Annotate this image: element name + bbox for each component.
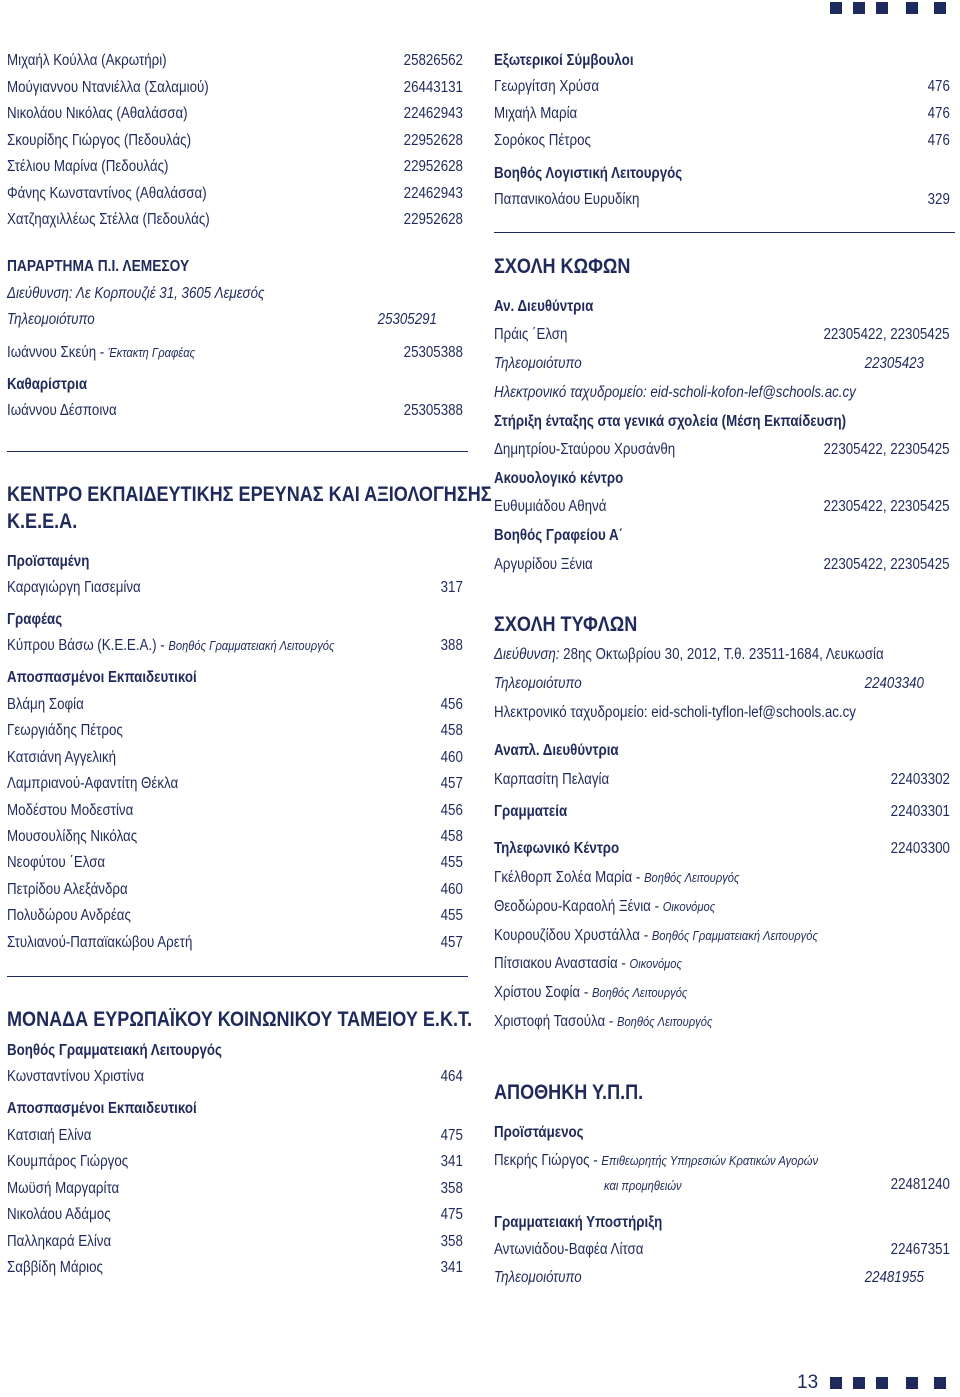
lemesos-person2: Ιωάννου Δέσποινα [7, 402, 117, 419]
deaf-office-header: Βοηθός Γραφείου Α΄ [494, 527, 624, 544]
header-square-5 [934, 2, 946, 14]
person-name: Πεκρής Γιώργος - [494, 1152, 602, 1169]
footer-square-1 [830, 1377, 842, 1389]
blind-email: Ηλεκτρονικό ταχυδρομείο: eid-scholi-tyflon-lef@schools.ac.cy [494, 704, 856, 721]
warehouse-head-header: Προϊστάμενος [494, 1124, 584, 1141]
footer-square-4 [906, 1377, 918, 1389]
lemesos-fax-value: 25305291 [377, 311, 437, 328]
warehouse-head-value: 22481240 [890, 1176, 950, 1193]
list-item-name: Λαμπριανού-Αφαντίτη Θέκλα [7, 775, 179, 793]
list-item-value: 476 [927, 132, 950, 149]
warehouse-head-name [494, 1152, 818, 1170]
warehouse-sec-name: Αντωνιάδου-Βαφέα Λίτσα [494, 1241, 644, 1258]
list-item-value: 456 [440, 801, 463, 819]
person-role: Έκτακτη Γραφέας [107, 345, 196, 360]
list-item-value: 22952628 [403, 131, 463, 149]
list-item-value: 476 [927, 78, 950, 95]
keea-seconded-header: Αποσπασμένοι Εκπαιδευτικοί [7, 669, 197, 686]
address-label: Διεύθυνση: [494, 646, 560, 663]
deaf-email: Ηλεκτρονικό ταχυδρομείο: eid-scholi-kofon-lef@schools.ac.cy [494, 384, 856, 401]
blind-director-name: Καρπασίτη Πελαγία [494, 771, 610, 788]
warehouse-fax-label: Τηλεομοιότυπο [494, 1269, 582, 1286]
keea-head-header: Προϊσταμένη [7, 553, 90, 570]
person-name: Ιωάννου Σκεύη - [7, 344, 108, 361]
list-item-value: 341 [440, 1259, 463, 1276]
accounting-header: Βοηθός Λογιστική Λειτουργός [494, 165, 683, 182]
section-title-keea-line2: Κ.Ε.Ε.Α. [7, 510, 78, 533]
list-item-name: Γεωργιάδης Πέτρος [7, 722, 123, 740]
list-item-value: 458 [440, 828, 463, 845]
person-role: Βοηθός Γραμματειακή Λειτουργός [168, 638, 335, 653]
list-item-value: 457 [440, 775, 463, 793]
ekt-assistant-value: 464 [440, 1068, 463, 1085]
list-item-name: Κουμπάρος Γιώργος [7, 1153, 129, 1171]
warehouse-head-role-line2: και προμηθειών [604, 1178, 682, 1193]
list-item-name: Φάνης Κωνσταντίνος (Αθαλάσσα) [7, 184, 207, 202]
list-item-name: Στυλιανού-Παπαϊακώβου Αρετή [7, 933, 193, 951]
staff-name: Γκέλθορπ Σολέα Μαρία - [494, 869, 645, 886]
staff-row [494, 898, 715, 916]
blind-phone-header: Τηλεφωνικό Κέντρο [494, 840, 620, 857]
ekt-assistant-name: Κωνσταντίνου Χριστίνα [7, 1068, 145, 1085]
staff-row [494, 927, 818, 945]
deaf-audio-name: Ευθυμιάδου Αθηνά [494, 498, 607, 515]
header-square-2 [853, 2, 865, 14]
list-item-value: 455 [440, 854, 463, 872]
list-item-name: Νεοφύτου ΄Ελσα [7, 854, 106, 872]
lemesos-address: Διεύθυνση: Λε Κορπουζιέ 31, 3605 Λεμεσός [7, 285, 265, 302]
list-item-name: Στέλιου Μαρίνα (Πεδουλάς) [7, 158, 169, 175]
list-item-name: Σορόκος Πέτρος [494, 132, 591, 149]
divider-keea [7, 976, 468, 977]
footer-square-2 [853, 1377, 865, 1389]
list-item-value: 358 [440, 1232, 463, 1250]
lemesos-fax-label: Τηλεομοιότυπο [7, 311, 95, 328]
list-item-value: 22952628 [403, 211, 463, 228]
list-item-value: 460 [440, 880, 463, 898]
divider-lemesos [7, 451, 468, 452]
footer-square-5 [934, 1377, 946, 1389]
accounting-name: Παπανικολάου Ευρυδίκη [494, 191, 640, 208]
list-item-value: 457 [440, 933, 463, 951]
list-item-value: 475 [440, 1127, 463, 1144]
list-item-name: Κατσιάνη Αγγελική [7, 748, 117, 766]
list-item-value: 460 [440, 748, 463, 766]
deaf-office-value: 22305422, 22305425 [823, 556, 950, 573]
list-item-name: Νικολάου Αδάμος [7, 1206, 111, 1224]
section-title-ekt: ΜΟΝΑΔΑ ΕΥΡΩΠΑΪΚΟΥ ΚΟΙΝΩΝΙΚΟΥ ΤΑΜΕΙΟΥ Ε.Κ.Τ. [7, 1008, 473, 1031]
staff-row [494, 869, 739, 887]
blind-fax-value: 22403340 [864, 675, 924, 692]
deaf-support-value: 22305422, 22305425 [823, 441, 950, 458]
divider-right-top [494, 232, 955, 233]
list-item-value: 358 [440, 1179, 463, 1197]
page-number: 13 [797, 1372, 819, 1393]
staff-row [494, 955, 682, 973]
staff-name: Θεοδώρου-Καραολή Ξένια - [494, 897, 663, 915]
list-item-name: Μούγιαννου Ντανιέλλα (Σαλαμιού) [7, 78, 209, 96]
list-item-name: Μωϋσή Μαργαρίτα [7, 1179, 120, 1197]
deaf-fax-value: 22305423 [864, 355, 924, 372]
deaf-support-name: Δημητρίου-Σταύρου Χρυσάνθη [494, 441, 676, 458]
list-item-value: 341 [440, 1153, 463, 1171]
list-item-name: Σαββίδη Μάριος [7, 1259, 103, 1276]
list-item-name: Βλάμη Σοφία [7, 696, 84, 713]
staff-row [494, 984, 687, 1002]
ekt-seconded-header: Αποσπασμένοι Εκπαιδευτικοί [7, 1100, 197, 1117]
warehouse-sec-header: Γραμματειακή Υποστήριξη [494, 1214, 663, 1231]
section-title-blind: ΣΧΟΛΗ ΤΥΦΛΩΝ [494, 613, 638, 636]
warehouse-fax-value: 22481955 [864, 1269, 924, 1286]
list-item-name: Πολυδώρου Ανδρέας [7, 907, 131, 925]
list-item-name: Γεωργίτση Χρύσα [494, 78, 600, 95]
header-square-1 [830, 2, 842, 14]
accounting-value: 329 [927, 191, 950, 208]
list-item-value: 22462943 [403, 105, 463, 122]
list-item-value: 456 [440, 696, 463, 713]
section-title-deaf: ΣΧΟΛΗ ΚΩΦΩΝ [494, 255, 631, 278]
lemesos-person1-value: 25305388 [403, 344, 463, 361]
staff-role: Βοηθός Γραμματειακή Λειτουργός [651, 927, 818, 943]
advisors-header: Εξωτερικοί Σύμβουλοι [494, 52, 634, 69]
deaf-office-name: Αργυρίδου Ξένια [494, 556, 593, 573]
keea-head-name: Καραγιώργη Γιασεμίνα [7, 579, 141, 596]
deaf-director-header: Αν. Διευθύντρια [494, 298, 594, 315]
list-item-value: 458 [440, 722, 463, 740]
staff-role: Οικονόμος [629, 956, 682, 972]
list-item-name: Νικολάου Νικόλας (Αθαλάσσα) [7, 105, 188, 122]
section-title-warehouse: ΑΠΟΘΗΚΗ Υ.Π.Π. [494, 1081, 644, 1104]
list-item-value: 22462943 [403, 184, 463, 202]
list-item-name: Παλληκαρά Ελίνα [7, 1232, 112, 1250]
blind-address [494, 646, 884, 664]
list-item-name: Σκουρίδης Γιώργος (Πεδουλάς) [7, 131, 192, 149]
list-item-value: 25826562 [403, 52, 463, 69]
staff-name: Κουρουζίδου Χρυστάλλα - [494, 926, 652, 944]
person-name: Κύπρου Βάσω (Κ.Ε.Ε.Α.) - [7, 637, 169, 654]
ekt-assistant-header: Βοηθός Γραμματειακή Λειτουργός [7, 1042, 222, 1059]
list-item-value: 476 [927, 105, 950, 122]
list-item-value: 26443131 [403, 78, 463, 96]
list-item-name: Μιχαήλ Μαρία [494, 105, 578, 122]
deaf-director-value: 22305422, 22305425 [823, 326, 950, 343]
section-title-keea-line1: ΚΕΝΤΡΟ ΕΚΠΑΙΔΕΥΤΙΚΗΣ ΕΡΕΥΝΑΣ ΚΑΙ ΑΞΙΟΛΟΓΗΣΗΣ [7, 483, 492, 506]
warehouse-sec-value: 22467351 [890, 1241, 950, 1258]
deaf-audio-header: Ακουολογικό κέντρο [494, 470, 624, 487]
blind-fax-label: Τηλεομοιότυπο [494, 675, 582, 692]
staff-name: Πίτσιακου Αναστασία - [494, 955, 630, 973]
list-item-name: Κατσιαή Ελίνα [7, 1127, 92, 1144]
list-item-name: Μουσουλίδης Νικόλας [7, 828, 138, 845]
staff-role: Βοηθός Λειτουργός [591, 985, 688, 1001]
blind-director-header: Αναπλ. Διευθύντρια [494, 742, 619, 759]
deaf-fax-label: Τηλεομοιότυπο [494, 355, 582, 372]
list-item-value: 22952628 [403, 158, 463, 175]
keea-office-header: Γραφέας [7, 611, 63, 628]
blind-secretariat-value: 22403301 [890, 803, 950, 820]
list-item-name: Χατζηαχιλλέως Στέλλα (Πεδουλάς) [7, 211, 210, 228]
address-text: 28ης Οκτωβρίου 30, 2012, Τ.θ. 23511-1684, Λευκωσία [559, 646, 884, 663]
staff-role: Οικονόμος [662, 898, 716, 914]
deaf-audio-value: 22305422, 22305425 [823, 498, 950, 515]
blind-phone-value: 22403300 [890, 840, 950, 857]
header-square-4 [906, 2, 918, 14]
staff-name: Χριστοφή Τασούλα - [494, 1013, 618, 1030]
keea-office-value: 388 [440, 637, 463, 654]
list-item-name: Μιχαήλ Κούλλα (Ακρωτήρι) [7, 52, 167, 69]
staff-name: Χρίστου Σοφία - [494, 984, 592, 1002]
staff-role: Βοηθός Λειτουργός [644, 870, 740, 885]
deaf-director-name: Πράις ΄Ελση [494, 326, 568, 343]
list-item-value: 475 [440, 1206, 463, 1224]
lemesos-person2-value: 25305388 [403, 402, 463, 419]
footer-square-3 [876, 1377, 888, 1389]
lemesos-person1 [7, 344, 195, 362]
list-item-value: 455 [440, 907, 463, 925]
keea-head-value: 317 [440, 579, 463, 596]
list-item-name: Μοδέστου Μοδεστίνα [7, 801, 134, 819]
header-square-3 [876, 2, 888, 14]
blind-secretariat-header: Γραμματεία [494, 803, 568, 820]
section-title-lemesos: ΠΑΡΑΡΤΗΜΑ Π.Ι. ΛΕΜΕΣΟΥ [7, 258, 190, 275]
staff-role: Βοηθός Λειτουργός [617, 1014, 713, 1029]
blind-director-value: 22403302 [890, 771, 950, 788]
keea-office-name [7, 637, 334, 655]
list-item-name: Πετρίδου Αλεξάνδρα [7, 880, 128, 898]
person-role: Επιθεωρητής Υπηρεσιών Κρατικών Αγορών [601, 1153, 819, 1168]
deaf-support-header: Στήριξη ένταξης στα γενικά σχολεία (Μέση Εκπαίδευση) [494, 413, 847, 430]
staff-row [494, 1013, 712, 1031]
lemesos-cleaner-header: Καθαρίστρια [7, 376, 88, 393]
